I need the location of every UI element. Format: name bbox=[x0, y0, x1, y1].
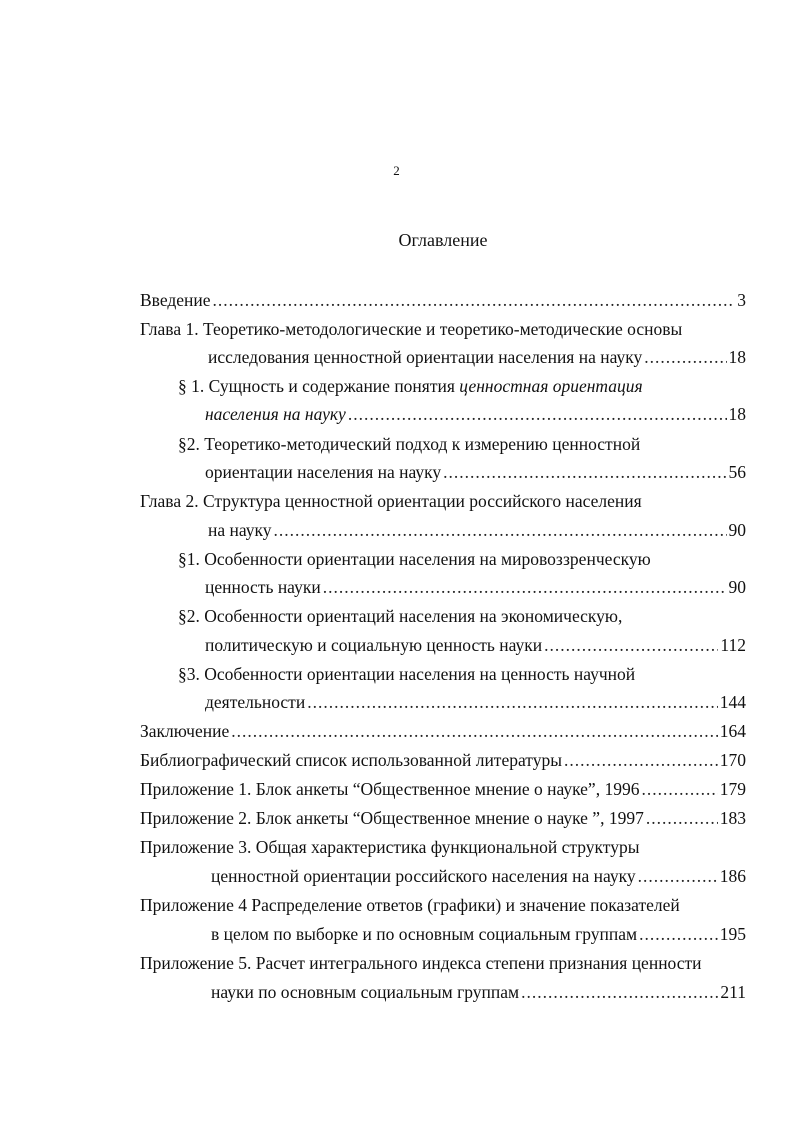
toc-entry-chapter2-title[interactable]: Глава 2. Структура ценностной ориентации российского населения bbox=[140, 491, 642, 511]
toc-entry-appendix3-title[interactable]: Приложение 3. Общая характеристика функциональной структуры bbox=[140, 837, 640, 857]
dot-leader bbox=[521, 980, 718, 1004]
toc-page-number: 90 bbox=[728, 577, 746, 597]
toc-page-number: 18 bbox=[728, 347, 746, 367]
toc-entry-intro[interactable] bbox=[140, 288, 746, 312]
toc-entry-section1-2-title[interactable]: §2. Теоретико-методический подход к измерению ценностной bbox=[178, 434, 641, 454]
toc-entry-appendix3[interactable] bbox=[211, 864, 746, 888]
toc-entry-section1-1-title[interactable] bbox=[178, 374, 643, 398]
page-number: 2 bbox=[393, 163, 400, 178]
toc-entry-appendix5-title[interactable]: Приложение 5. Расчет интегрального индекса степени признания ценности bbox=[140, 953, 702, 973]
toc-page-number: 90 bbox=[728, 520, 746, 540]
toc-entry-text: деятельности bbox=[205, 692, 306, 712]
toc-entry-conclusion[interactable] bbox=[140, 719, 746, 743]
toc-entry-text: Приложение 2. Блок анкеты “Общественное мнение о науке ”, 1997 bbox=[140, 808, 644, 828]
toc-page-number: 195 bbox=[719, 924, 746, 944]
toc-entry-section1-1[interactable] bbox=[205, 402, 746, 426]
toc-entry-section2-3[interactable] bbox=[205, 690, 746, 714]
dot-leader bbox=[323, 575, 727, 599]
toc-entry-section2-3-title[interactable]: §3. Особенности ориентации населения на ценность научной bbox=[178, 664, 636, 684]
toc-entry-text: в целом по выборке и по основным социальным группам bbox=[211, 924, 638, 944]
toc-page-number: 186 bbox=[719, 866, 746, 886]
toc-entry-italic-term: ценностная ориентация bbox=[459, 376, 643, 396]
toc-entry-section1-2[interactable] bbox=[205, 460, 746, 484]
toc-entry-text: § 1. Сущность и содержание понятия bbox=[178, 376, 460, 396]
toc-entry-text: на науку bbox=[208, 520, 272, 540]
toc-page-number: 144 bbox=[719, 692, 746, 712]
dot-leader bbox=[348, 402, 727, 426]
toc-page-number: 170 bbox=[719, 750, 746, 770]
toc-entry-text: ценностной ориентации российского населения на науку bbox=[211, 866, 636, 886]
dot-leader bbox=[646, 806, 718, 830]
toc-page-number: 18 bbox=[728, 404, 746, 424]
toc-entry-section2-1[interactable] bbox=[205, 575, 746, 599]
dot-leader bbox=[443, 460, 726, 484]
dot-leader bbox=[544, 633, 718, 657]
toc-entry-chapter2[interactable] bbox=[208, 518, 746, 542]
dot-leader bbox=[638, 864, 718, 888]
toc-entry-text: Приложение 1. Блок анкеты “Общественное мнение о науке”, 1996 bbox=[140, 779, 640, 799]
toc-entry-section2-2-title[interactable]: §2. Особенности ориентаций населения на экономическую, bbox=[178, 606, 623, 626]
toc-entry-appendix2[interactable] bbox=[140, 806, 746, 830]
dot-leader bbox=[564, 748, 718, 772]
dot-leader bbox=[639, 922, 718, 946]
toc-page-number: 56 bbox=[728, 462, 746, 482]
toc-entry-text: науки по основным социальным группам bbox=[211, 982, 520, 1002]
toc-entry-text: ценность науки bbox=[205, 577, 321, 597]
dot-leader bbox=[274, 518, 727, 542]
toc-entry-appendix4[interactable] bbox=[211, 922, 746, 946]
toc-entry-bibliography[interactable] bbox=[140, 748, 746, 772]
dot-leader bbox=[231, 719, 718, 743]
toc-entry-text: Заключение bbox=[140, 721, 230, 741]
toc-entry-appendix1[interactable] bbox=[140, 777, 746, 801]
toc-entry-chapter1-title[interactable]: Глава 1. Теоретико-методологические и теоретико-методические основы bbox=[140, 319, 683, 339]
dot-leader bbox=[307, 690, 718, 714]
toc-heading: Оглавление bbox=[398, 230, 488, 250]
toc-page-number: 112 bbox=[720, 635, 746, 655]
dot-leader bbox=[641, 777, 717, 801]
toc-entry-text: Введение bbox=[140, 290, 211, 310]
toc-page-number: 3 bbox=[737, 290, 746, 310]
toc-entry-text: политическую и социальную ценность науки bbox=[205, 635, 543, 655]
dot-leader bbox=[644, 345, 726, 369]
toc-entry-italic-term: населения на науку bbox=[205, 404, 346, 424]
toc-entry-text: исследования ценностной ориентации населения на науку bbox=[208, 347, 643, 367]
toc-entry-text: Библиографический список использованной литературы bbox=[140, 750, 562, 770]
toc-entry-section2-1-title[interactable]: §1. Особенности ориентации населения на мировоззренческую bbox=[178, 549, 651, 569]
dot-leader bbox=[213, 288, 736, 312]
toc-page-number: 183 bbox=[719, 808, 746, 828]
toc-entry-text: ориентации населения на науку bbox=[205, 462, 442, 482]
toc-entry-appendix4-title[interactable]: Приложение 4 Распределение ответов (графики) и значение показателей bbox=[140, 895, 680, 915]
toc-entry-appendix5[interactable] bbox=[211, 980, 746, 1004]
toc-entry-section2-2[interactable] bbox=[205, 633, 746, 657]
toc-page-number: 211 bbox=[720, 982, 746, 1002]
toc-page-number: 164 bbox=[719, 721, 746, 741]
toc-entry-chapter1[interactable] bbox=[208, 345, 746, 369]
toc-page-number: 179 bbox=[719, 779, 746, 799]
